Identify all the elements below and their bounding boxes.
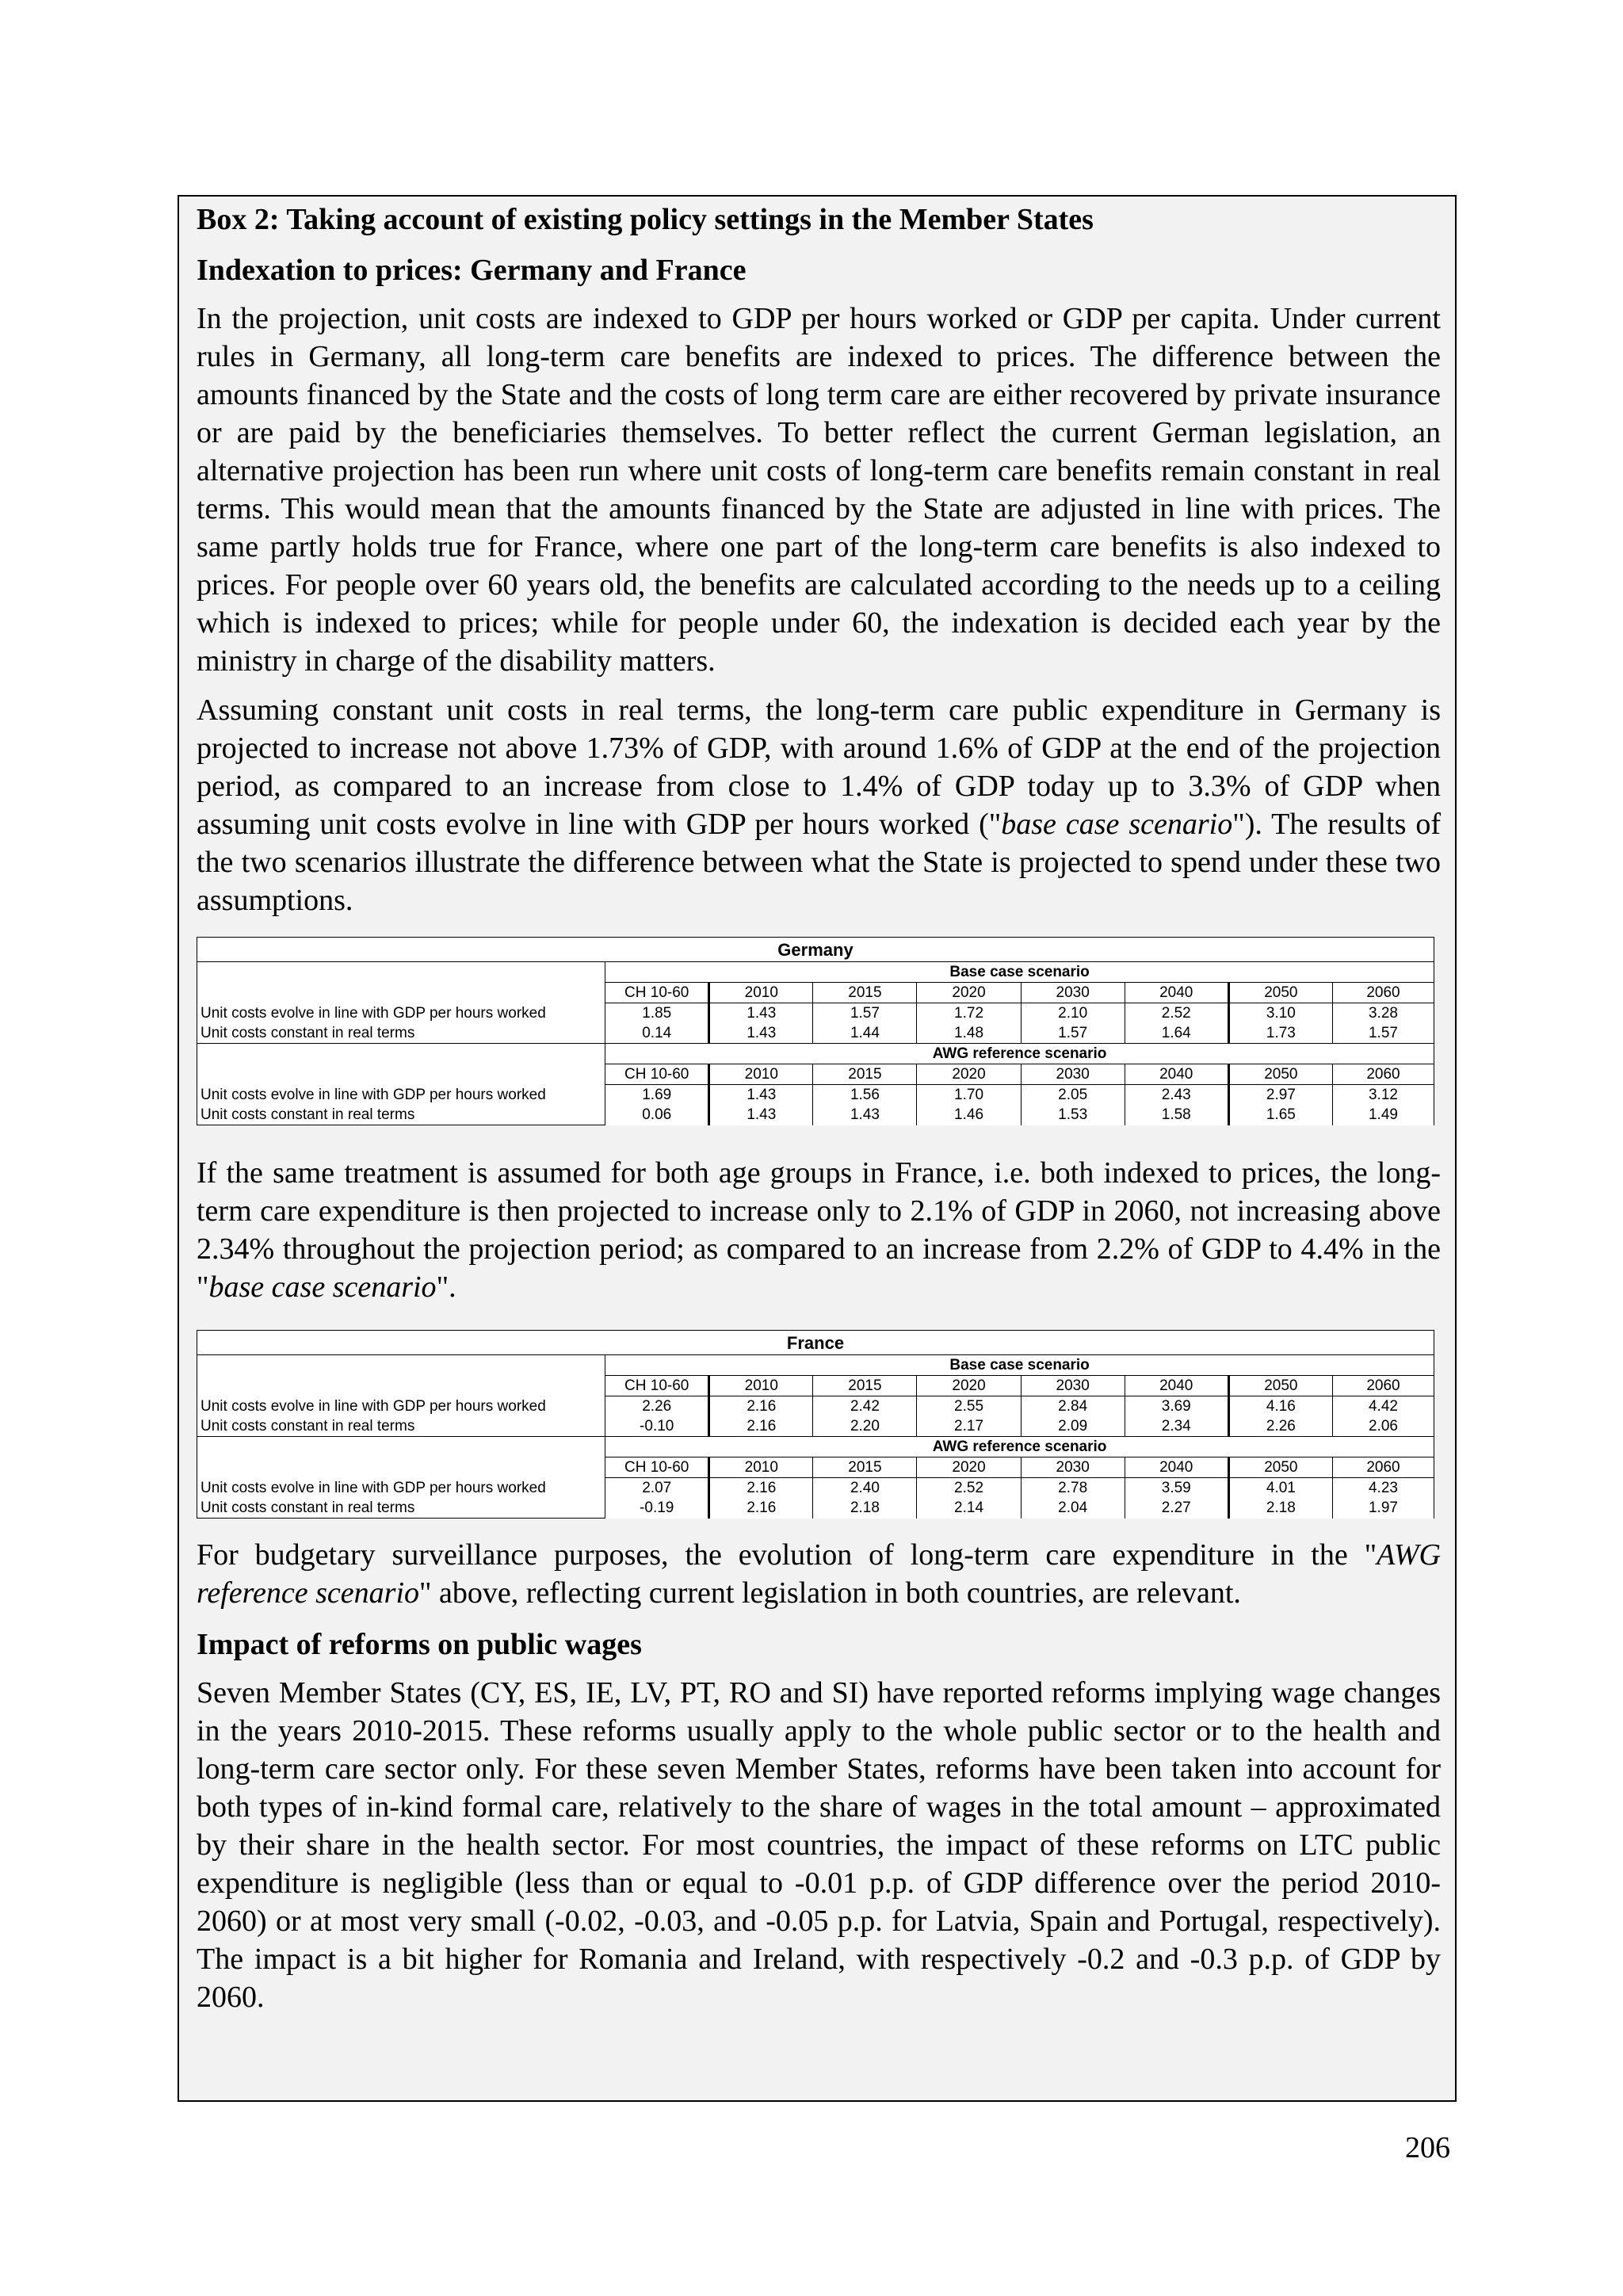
table-row: [197, 1478, 1434, 1499]
column-header: 2040: [1125, 983, 1228, 1003]
paragraph-indexation: In the projection, unit costs are indexed to GDP per hours worked or GDP per capita. Under current rules in Germany, all long-term care benefits are indexed to prices. The difference between the amounts financed by the State and the costs of long term care are either recovered by private insurance or are paid by the beneficiaries themselves. To better reflect the current German legislation, an alternative projection has been run where unit costs of long-term care benefits remain constant in real terms. This would mean that the amounts financed by the State are adjusted in line with prices. The same partly holds true for France, where one part of the long-term care benefits is also indexed to prices. For people over 60 years old, the benefits are calculated according to the needs up to a ceiling which is indexed to prices; while for people under 60, the indexation is decided each year by the ministry in charge of the disability matters.: [197, 302, 1441, 678]
table-cell: 3.12: [1332, 1085, 1434, 1106]
column-header: 2015: [813, 983, 917, 1003]
column-header: 2020: [917, 1376, 1021, 1396]
column-header: 2050: [1228, 983, 1332, 1003]
row-label: Unit costs evolve in line with GDP per hours worked: [197, 1478, 605, 1499]
column-header: CH 10-60: [605, 983, 709, 1003]
column-header: 2030: [1021, 983, 1125, 1003]
table-cell: 1.72: [917, 1003, 1021, 1024]
column-header: 2030: [1021, 1376, 1125, 1396]
table-cell: 3.69: [1125, 1396, 1228, 1417]
paragraph-budgetary-surveillance: For budgetary surveillance purposes, the evolution of long-term care expenditure in the "AWG reference scenario" above, reflecting current legislation in both countries, are relevant.: [197, 1538, 1441, 1610]
table-cell: 0.14: [605, 1023, 709, 1044]
table-cell: 1.69: [605, 1085, 709, 1106]
table-cell: 2.52: [917, 1478, 1021, 1499]
empty-cell: [197, 962, 605, 983]
table-cell: 2.07: [605, 1478, 709, 1499]
row-label: Unit costs constant in real terms: [197, 1498, 605, 1519]
table-cell: 2.26: [1228, 1416, 1332, 1437]
column-header: 2060: [1332, 1064, 1434, 1085]
column-header-row: [197, 1064, 1434, 1085]
table-cell: 2.16: [709, 1416, 813, 1437]
table-cell: 1.57: [1332, 1023, 1434, 1044]
column-header: CH 10-60: [605, 1064, 709, 1085]
row-label: Unit costs constant in real terms: [197, 1023, 605, 1044]
row-label: Unit costs evolve in line with GDP per hours worked: [197, 1396, 605, 1417]
table-row: [197, 1003, 1434, 1024]
table-cell: 1.58: [1125, 1105, 1228, 1125]
column-header: 2015: [813, 1457, 917, 1478]
table-cell: 2.40: [813, 1478, 917, 1499]
empty-cell: [197, 983, 605, 1003]
table-row: [197, 1396, 1434, 1417]
table-cell: 1.65: [1228, 1105, 1332, 1125]
table-cell: 2.55: [917, 1396, 1021, 1417]
empty-cell: [197, 1376, 605, 1396]
table-cell: 2.34: [1125, 1416, 1228, 1437]
scenario-row: [197, 962, 1434, 983]
table-cell: 2.27: [1125, 1498, 1228, 1519]
table-cell: 1.53: [1021, 1105, 1125, 1125]
paragraph-germany-projection: Assuming constant unit costs in real terms, the long-term care public expenditure in Germany is projected to increase not above 1.73% of GDP, with around 1.6% of GDP at the end of the projection period, as compared to an increase from close to 1.4% of GDP today up to 3.3% of GDP when assuming unit costs evolve in line with GDP per hours worked ("base case scenario"). The results of the two scenarios illustrate the difference between what the State is projected to spend under these two assumptions.: [197, 693, 1441, 917]
france-table-wrap: [197, 1330, 1434, 1519]
column-header: 2040: [1125, 1376, 1228, 1396]
table-cell: 2.10: [1021, 1003, 1125, 1024]
table-cell: 2.18: [1228, 1498, 1332, 1519]
column-header: 2060: [1332, 1457, 1434, 1478]
table-cell: 1.43: [709, 1023, 813, 1044]
table-cell: 2.09: [1021, 1416, 1125, 1437]
section-heading-wages: Impact of reforms on public wages: [197, 1628, 642, 1661]
policy-box: [178, 195, 1457, 2102]
table-cell: 1.49: [1332, 1105, 1434, 1125]
empty-cell: [197, 1064, 605, 1085]
column-header: 2040: [1125, 1457, 1228, 1478]
table-cell: 1.56: [813, 1085, 917, 1106]
table-cell: 1.97: [1332, 1498, 1434, 1519]
scenario-row: [197, 1355, 1434, 1376]
table-cell: 4.42: [1332, 1396, 1434, 1417]
table-cell: 1.43: [709, 1105, 813, 1125]
table-cell: 1.43: [813, 1105, 917, 1125]
column-header: 2010: [709, 983, 813, 1003]
germany-table: [197, 937, 1434, 1125]
table-cell: -0.10: [605, 1416, 709, 1437]
scenario-row: [197, 1044, 1434, 1064]
table-title-row: [197, 938, 1434, 962]
table-cell: 2.17: [917, 1416, 1021, 1437]
section-heading-indexation: Indexation to prices: Germany and France: [197, 254, 747, 287]
table-cell: 1.48: [917, 1023, 1021, 1044]
empty-cell: [197, 1044, 605, 1064]
column-header: 2010: [709, 1064, 813, 1085]
table-cell: 2.52: [1125, 1003, 1228, 1024]
empty-cell: [197, 1437, 605, 1457]
empty-cell: [197, 1457, 605, 1478]
table-cell: -0.19: [605, 1498, 709, 1519]
scenario-label: Base case scenario: [605, 1355, 1434, 1376]
column-header: 2015: [813, 1064, 917, 1085]
table-cell: 1.73: [1228, 1023, 1332, 1044]
table-title: France: [197, 1331, 1434, 1355]
table-cell: 2.16: [709, 1498, 813, 1519]
table-cell: 2.42: [813, 1396, 917, 1417]
column-header-row: [197, 1457, 1434, 1478]
column-header: CH 10-60: [605, 1457, 709, 1478]
table-cell: 2.05: [1021, 1085, 1125, 1106]
table-row: [197, 1105, 1434, 1125]
column-header: 2060: [1332, 983, 1434, 1003]
column-header: 2020: [917, 1064, 1021, 1085]
column-header: 2020: [917, 1457, 1021, 1478]
column-header: 2050: [1228, 1376, 1332, 1396]
table-cell: 1.57: [1021, 1023, 1125, 1044]
column-header: 2030: [1021, 1457, 1125, 1478]
table-cell: 2.26: [605, 1396, 709, 1417]
column-header: 2050: [1228, 1064, 1332, 1085]
table-row: [197, 1498, 1434, 1519]
table-cell: 1.46: [917, 1105, 1021, 1125]
table-row: [197, 1416, 1434, 1437]
column-header-row: [197, 983, 1434, 1003]
column-header: 2010: [709, 1457, 813, 1478]
table-cell: 4.16: [1228, 1396, 1332, 1417]
row-label: Unit costs evolve in line with GDP per hours worked: [197, 1003, 605, 1024]
table-cell: 2.18: [813, 1498, 917, 1519]
paragraph-france-projection: If the same treatment is assumed for both age groups in France, i.e. both indexed to prices, the long-term care expenditure is then projected to increase only to 2.1% of GDP in 2060, not increasing above 2.34% throughout the projection period; as compared to an increase from 2.2% of GDP to 4.4% in the "base case scenario".: [197, 1156, 1441, 1304]
column-header: CH 10-60: [605, 1376, 709, 1396]
table-cell: 1.43: [709, 1085, 813, 1106]
table-row: [197, 1023, 1434, 1044]
row-label: Unit costs evolve in line with GDP per hours worked: [197, 1085, 605, 1106]
table-cell: 3.59: [1125, 1478, 1228, 1499]
table-cell: 3.10: [1228, 1003, 1332, 1024]
table-cell: 4.23: [1332, 1478, 1434, 1499]
table-cell: 2.06: [1332, 1416, 1434, 1437]
table-title-row: [197, 1331, 1434, 1355]
table-cell: 1.70: [917, 1085, 1021, 1106]
column-header: 2040: [1125, 1064, 1228, 1085]
table-cell: 1.64: [1125, 1023, 1228, 1044]
row-label: Unit costs constant in real terms: [197, 1416, 605, 1437]
scenario-label: AWG reference scenario: [605, 1044, 1434, 1064]
table-cell: 2.16: [709, 1478, 813, 1499]
empty-cell: [197, 1355, 605, 1376]
column-header: 2050: [1228, 1457, 1332, 1478]
table-cell: 2.43: [1125, 1085, 1228, 1106]
column-header: 2020: [917, 983, 1021, 1003]
scenario-label: AWG reference scenario: [605, 1437, 1434, 1457]
table-cell: 2.84: [1021, 1396, 1125, 1417]
column-header: 2010: [709, 1376, 813, 1396]
germany-table-wrap: [197, 937, 1434, 1125]
table-cell: 3.28: [1332, 1003, 1434, 1024]
table-title: Germany: [197, 938, 1434, 962]
row-label: Unit costs constant in real terms: [197, 1105, 605, 1125]
table-cell: 2.97: [1228, 1085, 1332, 1106]
table-cell: 2.14: [917, 1498, 1021, 1519]
column-header: 2015: [813, 1376, 917, 1396]
table-cell: 1.85: [605, 1003, 709, 1024]
table-cell: 4.01: [1228, 1478, 1332, 1499]
column-header-row: [197, 1376, 1434, 1396]
table-cell: 1.43: [709, 1003, 813, 1024]
table-cell: 2.78: [1021, 1478, 1125, 1499]
table-row: [197, 1085, 1434, 1106]
page-number: 206: [1405, 2131, 1450, 2164]
table-cell: 1.44: [813, 1023, 917, 1044]
table-cell: 2.04: [1021, 1498, 1125, 1519]
table-cell: 2.20: [813, 1416, 917, 1437]
scenario-row: [197, 1437, 1434, 1457]
column-header: 2030: [1021, 1064, 1125, 1085]
france-table: [197, 1330, 1434, 1519]
box-title: Box 2: Taking account of existing policy settings in the Member States: [197, 203, 1094, 236]
table-cell: 1.57: [813, 1003, 917, 1024]
column-header: 2060: [1332, 1376, 1434, 1396]
table-cell: 0.06: [605, 1105, 709, 1125]
scenario-label: Base case scenario: [605, 962, 1434, 983]
paragraph-wage-reforms: Seven Member States (CY, ES, IE, LV, PT, RO and SI) have reported reforms implying wage changes in the years 2010-2015. These reforms usually apply to the whole public sector or to the health and long-term care sector only. For these seven Member States, reforms have been taken into account for both types of in-kind formal care, relatively to the share of wages in the total amount – approximated by their share in the health sector. For most countries, the impact of these reforms on LTC public expenditure is negligible (less than or equal to -0.01 p.p. of GDP difference over the period 2010-2060) or at most very small (-0.02, -0.03, and -0.05 p.p. for Latvia, Spain and Portugal, respectively). The impact is a bit higher for Romania and Ireland, with respectively -0.2 and -0.3 p.p. of GDP by 2060.: [197, 1676, 1441, 2014]
table-cell: 2.16: [709, 1396, 813, 1417]
